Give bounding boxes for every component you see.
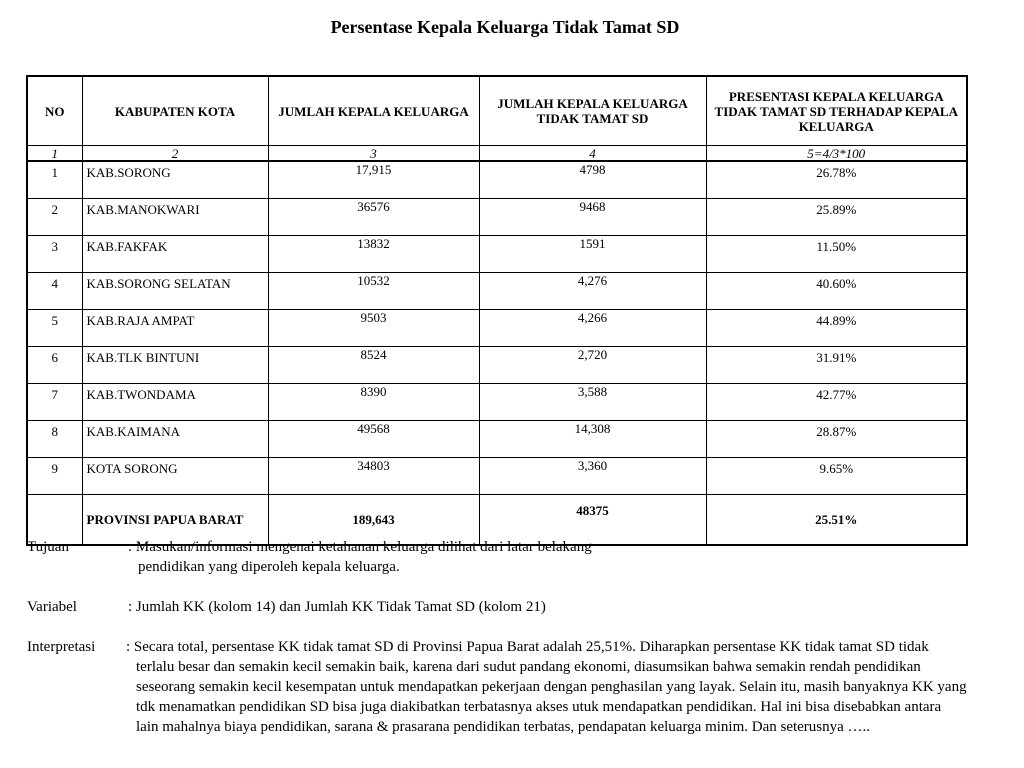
index-cell: 1 xyxy=(27,146,82,162)
cell-persentase: 26.78% xyxy=(706,161,967,199)
cell-kabupaten: KAB.SORONG xyxy=(82,161,268,199)
table-row xyxy=(27,199,967,236)
cell-persentase: 11.50% xyxy=(706,236,967,273)
table-row xyxy=(27,310,967,347)
table-row xyxy=(27,273,967,310)
cell-jumlah-kk: 36576 xyxy=(268,199,479,236)
column-index-row xyxy=(27,146,967,162)
total-cell-jumlah-kk: 189,643 xyxy=(268,495,479,546)
cell-kabupaten: KAB.RAJA AMPAT xyxy=(82,310,268,347)
note-interpretasi xyxy=(27,637,967,737)
table-row xyxy=(27,161,967,199)
cell-persentase: 25.89% xyxy=(706,199,967,236)
note-text: : Jumlah KK (kolom 14) dan Jumlah KK Tidak Tamat SD (kolom 21) xyxy=(128,599,546,615)
index-cell: 2 xyxy=(82,146,268,162)
cell-jumlah-kk: 10532 xyxy=(268,273,479,310)
cell-jumlah-kk-tidak-tamat: 4,266 xyxy=(479,310,706,347)
table-row xyxy=(27,347,967,384)
note-label: Interpretasi xyxy=(27,639,96,655)
cell-no: 1 xyxy=(27,161,82,199)
cell-jumlah-kk: 17,915 xyxy=(268,161,479,199)
header-kabupaten: KABUPATEN KOTA xyxy=(82,76,268,146)
cell-kabupaten: KAB.FAKFAK xyxy=(82,236,268,273)
header-jumlah-kk-tidak-tamat: JUMLAH KEPALA KELUARGA TIDAK TAMAT SD xyxy=(479,76,706,146)
total-cell-persentase: 25.51% xyxy=(706,495,967,546)
table-row xyxy=(27,458,967,495)
index-cell: 5=4/3*100 xyxy=(706,146,967,162)
cell-jumlah-kk-tidak-tamat: 4798 xyxy=(479,161,706,199)
header-jumlah-kk: JUMLAH KEPALA KELUARGA xyxy=(268,76,479,146)
cell-kabupaten: KAB.KAIMANA xyxy=(82,421,268,458)
total-cell-kabupaten: PROVINSI PAPUA BARAT xyxy=(82,495,268,546)
cell-no: 6 xyxy=(27,347,82,384)
cell-no: 8 xyxy=(27,421,82,458)
cell-jumlah-kk: 8390 xyxy=(268,384,479,421)
note-label: Tujuan xyxy=(27,539,69,555)
cell-no: 2 xyxy=(27,199,82,236)
cell-jumlah-kk-tidak-tamat: 3,588 xyxy=(479,384,706,421)
cell-kabupaten: KAB.TWONDAMA xyxy=(82,384,268,421)
cell-persentase: 9.65% xyxy=(706,458,967,495)
index-cell: 4 xyxy=(479,146,706,162)
cell-no: 3 xyxy=(27,236,82,273)
notes-section xyxy=(27,537,967,737)
cell-kabupaten: KAB.MANOKWARI xyxy=(82,199,268,236)
note-text: : Secara total, persentase KK tidak tamat SD di Provinsi Papua Barat adalah 25,51%. Diharapkan persentase KK tidak tamat SD tidak terlalu besar dan semakin kecil semakin baik, karena dari sudut pandang ekonomi, diasumsikan bahwa semakin rendah pendidikan seseorang semakin kecil kesempatan untuk mendapatkan pekerjaan dengan penghasilan yang layak. Selain itu, masih banyaknya KK yang tdk menamatkan pendidikan SD bisa juga diakibatkan terbatasnya akses utuk mendapatkan pendidikan. Hal ini bisa disebabkan antara lain mahalnya biaya pendidikan, sarana & prasarana pendidikan terbatas, pendapatan keluarga minim. Dan seterusnya ….. xyxy=(126,639,967,735)
note-text: : Masukan/informasi mengenai ketahanan keluarga dilihat dari latar belakang pendidikan yang diperoleh kepala keluarga. xyxy=(128,539,592,575)
cell-persentase: 42.77% xyxy=(706,384,967,421)
cell-kabupaten: KAB.TLK BINTUNI xyxy=(82,347,268,384)
note-label: Variabel xyxy=(27,599,77,615)
cell-jumlah-kk: 49568 xyxy=(268,421,479,458)
cell-kabupaten: KAB.SORONG SELATAN xyxy=(82,273,268,310)
cell-jumlah-kk: 9503 xyxy=(268,310,479,347)
cell-no: 7 xyxy=(27,384,82,421)
cell-jumlah-kk-tidak-tamat: 14,308 xyxy=(479,421,706,458)
cell-jumlah-kk-tidak-tamat: 9468 xyxy=(479,199,706,236)
index-cell: 3 xyxy=(268,146,479,162)
cell-no: 9 xyxy=(27,458,82,495)
cell-jumlah-kk: 34803 xyxy=(268,458,479,495)
cell-persentase: 40.60% xyxy=(706,273,967,310)
note-tujuan xyxy=(27,537,967,577)
cell-jumlah-kk-tidak-tamat: 2,720 xyxy=(479,347,706,384)
page-title: Persentase Kepala Keluarga Tidak Tamat SD xyxy=(330,17,680,37)
header-no: NO xyxy=(27,76,82,146)
table-row xyxy=(27,384,967,421)
cell-kabupaten: KOTA SORONG xyxy=(82,458,268,495)
cell-jumlah-kk-tidak-tamat: 4,276 xyxy=(479,273,706,310)
note-variabel xyxy=(27,597,967,617)
header-persentase: PRESENTASI KEPALA KELUARGA TIDAK TAMAT SD TERHADAP KEPALA KELUARGA xyxy=(706,76,967,146)
cell-persentase: 31.91% xyxy=(706,347,967,384)
total-cell-jumlah-kk-tidak-tamat: 48375 xyxy=(479,495,706,546)
cell-persentase: 44.89% xyxy=(706,310,967,347)
header-row xyxy=(27,76,967,146)
cell-jumlah-kk: 8524 xyxy=(268,347,479,384)
cell-no: 5 xyxy=(27,310,82,347)
cell-persentase: 28.87% xyxy=(706,421,967,458)
cell-jumlah-kk-tidak-tamat: 3,360 xyxy=(479,458,706,495)
table-row xyxy=(27,421,967,458)
table-row xyxy=(27,236,967,273)
cell-jumlah-kk-tidak-tamat: 1591 xyxy=(479,236,706,273)
data-table xyxy=(26,75,968,546)
cell-no: 4 xyxy=(27,273,82,310)
cell-jumlah-kk: 13832 xyxy=(268,236,479,273)
